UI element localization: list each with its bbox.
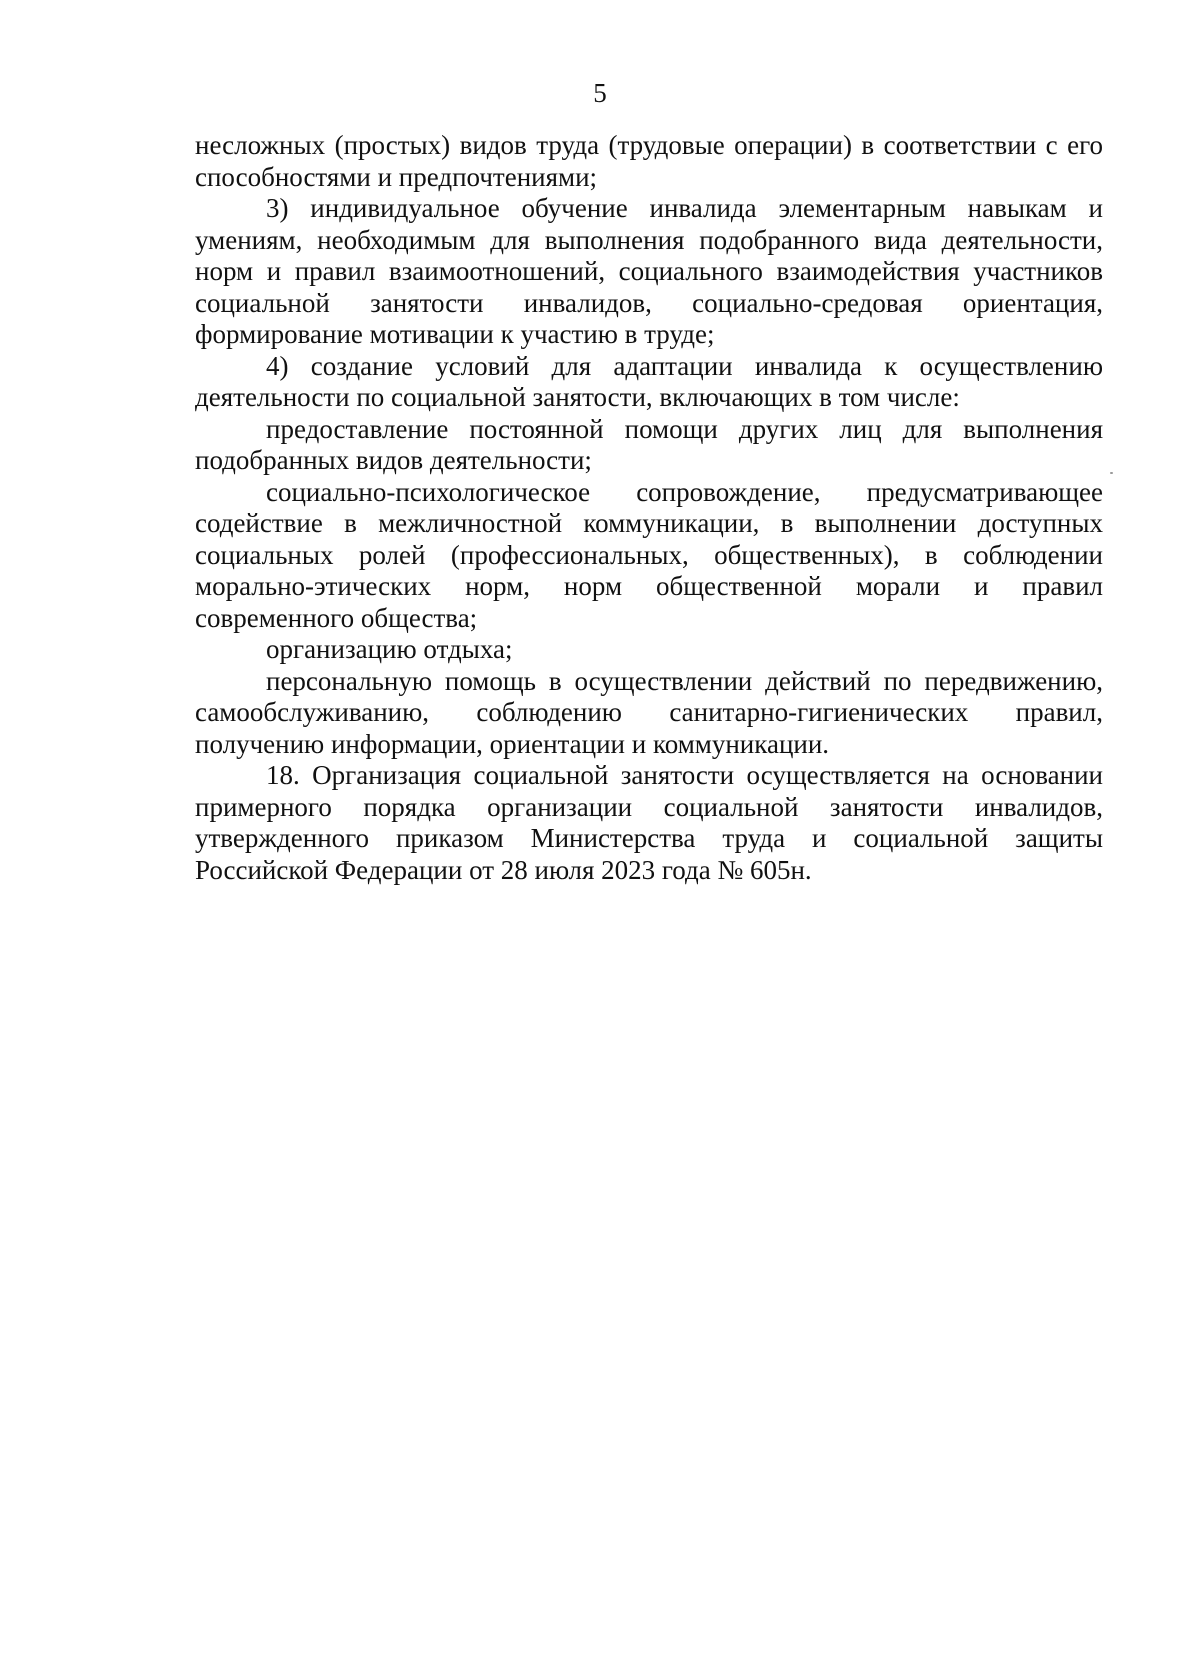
- scan-speck: [1110, 472, 1113, 474]
- paragraph-item-18: 18. Организация социальной занятости осуществляется на основании примерного порядка организации социальной занятости инвалидов, утвержденного приказом Министерства труда и социальной защиты Российской Федерации от 28 июля 2023 года № 605н.: [195, 760, 1103, 885]
- paragraph-continuation: несложных (простых) видов труда (трудовые операции) в соответствии с его способностями и предпочтениями;: [195, 130, 1103, 192]
- paragraph-sub-psychological-support: социально-психологическое сопровождение, предусматривающее содействие в межличностной коммуникации, в выполнении доступных социальных ролей (профессиональных, общественных), в соблюдении морально-этических норм, норм общественной морали и правил современного общества;: [195, 476, 1103, 633]
- document-body: [195, 130, 1103, 886]
- page-number: 5: [593, 78, 607, 108]
- paragraph-sub-leisure: организацию отдыха;: [266, 634, 513, 664]
- paragraph-sub-assistance: предоставление постоянной помощи других лиц для выполнения подобранных видов деятельности;: [195, 413, 1103, 475]
- paragraph-sub-personal-help: персональную помощь в осуществлении действий по передвижению, самообслуживанию, соблюдению санитарно-гигиенических правил, получению информации, ориентации и коммуникации.: [195, 665, 1103, 759]
- paragraph-item-3: 3) индивидуальное обучение инвалида элементарным навыкам и умениям, необходимым для выполнения подобранного вида деятельности, норм и правил взаимоотношений, социального взаимодействия участников социальной занятости инвалидов, социально-средовая ориентация, формирование мотивации к участию в труде;: [195, 193, 1103, 349]
- paragraph-item-4: 4) создание условий для адаптации инвалида к осуществлению деятельности по социальной занятости, включающих в том числе:: [195, 350, 1103, 412]
